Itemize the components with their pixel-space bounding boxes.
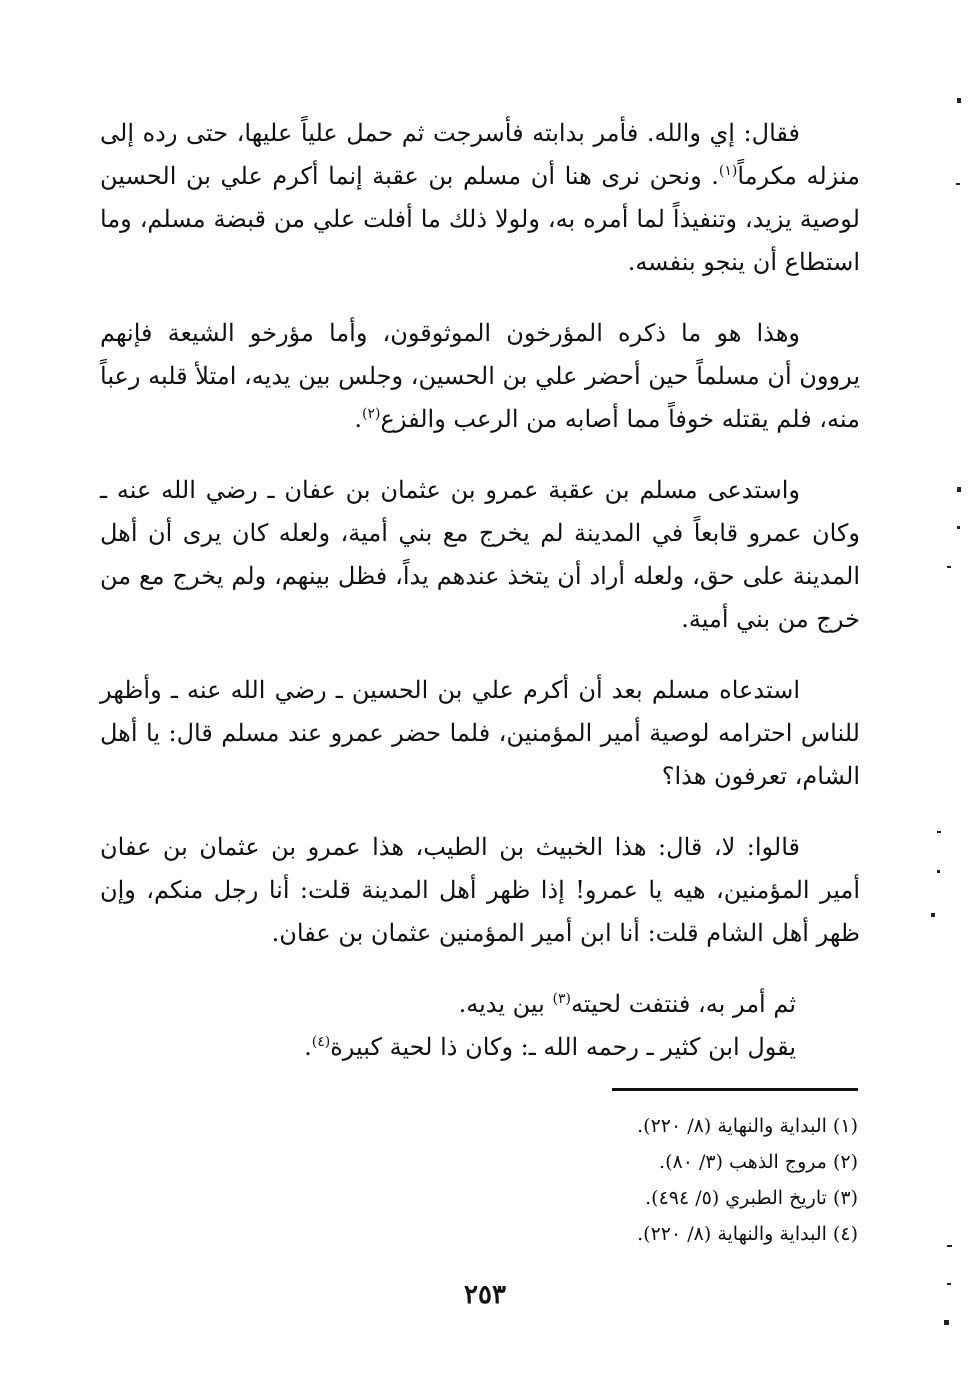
footnote-3: (٣) تاريخ الطبري (٥/ ٤٩٤). [645, 1187, 858, 1209]
footnotes-section [560, 1108, 858, 1252]
short-line-2 [100, 1026, 860, 1069]
footnote-4: (٤) البداية والنهاية (٨/ ٢٢٠). [637, 1223, 858, 1245]
footnote-2: (٢) مروج الذهب (٣/ ٨٠). [659, 1151, 858, 1173]
footnote-separator [612, 1088, 858, 1091]
paragraph-text-continued: . ونحن نرى هنا أن مسلم بن عقبة إنما أكرم علي بن الحسين لوصية يزيد، وتنفيذاً لما أمره به، ولولا ذلك ما أفلت علي من قبضة مسلم، وما استطاع أن ينجو بنفسه. [100, 162, 860, 276]
scan-speck [957, 526, 960, 529]
footnote-ref-4[interactable]: (٤) [311, 1034, 331, 1050]
footnote-1: (١) البداية والنهاية (٨/ ٢٢٠). [637, 1115, 858, 1137]
scan-speck [947, 1283, 951, 1285]
paragraph-3 [100, 469, 860, 641]
paragraph-1 [100, 112, 860, 284]
paragraph-text: واستدعى مسلم بن عقبة عمرو بن عثمان بن عفان ـ رضي الله عنه ـ وكان عمرو قابعاً في المدينة لم يخرج مع بني أمية، ولعله كان يرى أن أهل المدينة على حق، ولعله أراد أن يتخذ عندهم يداً، فظل بينهم، ولم يخرج مع من خرج من بني أمية. [100, 476, 861, 633]
footnote-ref-2[interactable]: (٢) [362, 406, 381, 422]
scan-speck [931, 913, 935, 917]
paragraph-text: وهذا هو ما ذكره المؤرخون الموثوقون، وأما مؤرخو الشيعة فإنهم يروون أن مسلماً حين أحضر علي بن الحسين، وجلس بين يديه، امتلأ قلبه رعباً منه، فلم يقتله خوفاً مما أصابه من الرعب والفزع [100, 319, 860, 433]
footnote-ref-3[interactable]: (٣) [552, 991, 571, 1007]
scan-speck [957, 487, 961, 492]
scan-speck [944, 1320, 949, 1325]
scan-speck [957, 98, 961, 103]
line-text: ثم أمر به، فنتفت لحيته [570, 990, 796, 1018]
paragraph-5 [100, 826, 860, 955]
main-text [100, 112, 860, 1069]
page-number: ٢٥٣ [464, 1280, 506, 1310]
scan-speck [937, 870, 940, 873]
paragraph-2 [100, 312, 860, 441]
paragraph-4 [100, 669, 860, 798]
paragraph-text: فقال: إي والله. فأمر بدابته فأسرجت ثم حمل علياً عليها، حتى رده إلى منزله مكرماً [100, 119, 860, 190]
scan-speck [947, 566, 951, 568]
line-text-continued: بين يديه. [458, 990, 553, 1018]
scan-speck [937, 831, 941, 833]
paragraph-text-continued: . [354, 405, 363, 433]
footnote-ref-1[interactable]: (١) [718, 163, 738, 179]
line-text: يقول ابن كثير ـ رحمه الله ـ: وكان ذا لحية كبيرة [330, 1033, 796, 1061]
paragraph-text: قالوا: لا، قال: هذا الخبيث بن الطيب، هذا عمرو بن عثمان بن عفان أمير المؤمنين، هيه يا عمرو! إذا ظهر أهل المدينة قلت: أنا رجل منكم، وإن ظهر أهل الشام قلت: أنا ابن أمير المؤمنين عثمان بن عفان. [100, 833, 860, 947]
scan-speck [956, 183, 960, 185]
short-line-1 [100, 983, 860, 1026]
scan-speck [947, 1245, 952, 1247]
paragraph-text: استدعاه مسلم بعد أن أكرم علي بن الحسين ـ رضي الله عنه ـ وأظهر للناس احترامه لوصية أمير المؤمنين، فلما حضر عمرو عند مسلم قال: يا أهل الشام، تعرفون هذا؟ [100, 676, 860, 790]
line-text-continued: . [304, 1033, 312, 1061]
